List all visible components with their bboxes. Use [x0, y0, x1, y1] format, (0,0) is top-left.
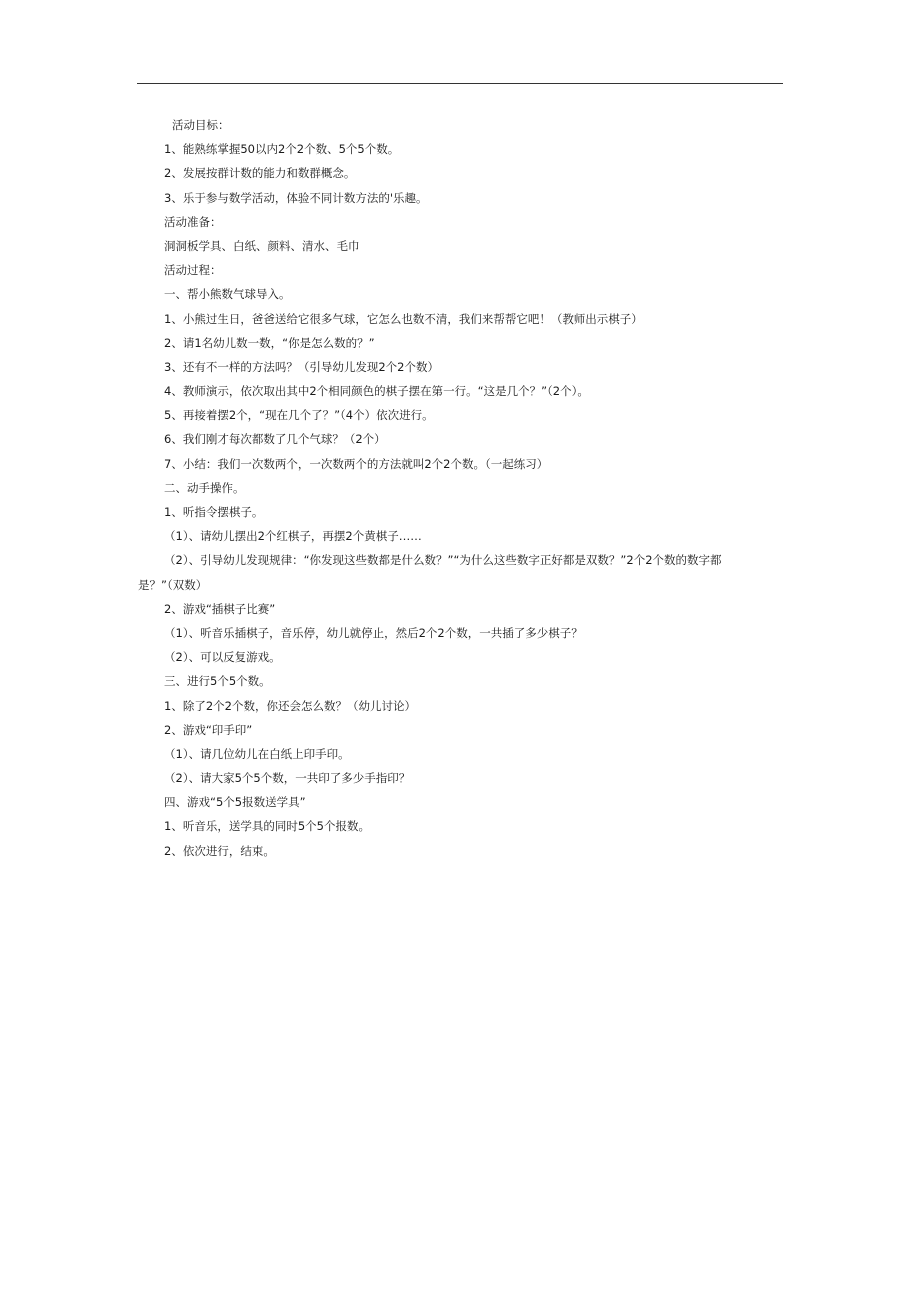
paragraph: 1、听指令摆棋子。	[164, 505, 264, 519]
paragraph: 5、再接着摆2个，“现在几个了？”（4个）依次进行。	[164, 408, 434, 423]
paragraph: 1、能熟练掌握50以内2个2个数、5个5个数。	[164, 142, 400, 157]
paragraph: 1、小熊过生日，爸爸送给它很多气球，它怎么也数不清，我们来帮帮它吧！（教师出示棋子）	[164, 311, 643, 326]
document-body	[138, 113, 764, 863]
section-heading-goals: 活动目标：	[172, 118, 230, 132]
subsection-heading: 二、动手操作。	[164, 480, 245, 495]
paragraph: 1、听音乐，送学具的同时5个5个报数。	[164, 819, 370, 834]
paragraph: （2）、引导幼儿发现规律：“你发现这些数都是什么数？”“为什么这些数字正好都是双数？”2个2个数的数字都	[164, 553, 722, 568]
paragraph: （2）、请大家5个5个数，一共印了多少手指印？	[164, 771, 411, 786]
paragraph: 7、小结：我们一次数两个，一次数两个的方法就叫2个2个数。（一起练习）	[164, 456, 549, 471]
paragraph: （1）、请几位幼儿在白纸上印手印。	[164, 746, 350, 761]
paragraph: 2、请1名幼儿数一数，“你是怎么数的？”	[164, 335, 375, 350]
paragraph: 3、还有不一样的方法吗？（引导幼儿发现2个2个数）	[164, 359, 439, 374]
paragraph: 2、游戏“插棋子比赛”	[164, 601, 276, 616]
section-heading-process: 活动过程：	[164, 263, 222, 278]
header-rule	[137, 83, 783, 84]
section-heading-preparation: 活动准备：	[164, 214, 222, 229]
paragraph: 2、发展按群计数的能力和数群概念。	[164, 166, 356, 181]
paragraph: （1）、听音乐插棋子，音乐停，幼儿就停止，然后2个2个数，一共插了多少棋子？	[164, 625, 583, 640]
paragraph-continuation: 是？”（双数）	[138, 577, 208, 592]
subsection-heading: 一、帮小熊数气球导入。	[164, 287, 291, 302]
paragraph: 洞洞板学具、白纸、颜料、清水、毛巾	[164, 238, 360, 253]
paragraph: 2、依次进行，结束。	[164, 843, 275, 858]
paragraph: 3、乐于参与数学活动，体验不同计数方法的'乐趣。	[164, 190, 428, 205]
paragraph: 4、教师演示，依次取出其中2个相同颜色的棋子摆在第一行。“这是几个？”（2个）。	[164, 384, 589, 399]
paragraph: 6、我们刚才每次都数了几个气球？（2个）	[164, 432, 386, 447]
subsection-heading: 四、游戏“5个5报数送学具”	[164, 795, 306, 810]
paragraph: （2）、可以反复游戏。	[164, 650, 281, 665]
paragraph: 1、除了2个2个数，你还会怎么数？（幼儿讨论）	[164, 698, 416, 713]
subsection-heading: 三、进行5个5个数。	[164, 674, 271, 689]
paragraph: 2、游戏“印手印”	[164, 722, 253, 737]
paragraph: （1）、请幼儿摆出2个红棋子，再摆2个黄棋子……	[164, 529, 422, 544]
